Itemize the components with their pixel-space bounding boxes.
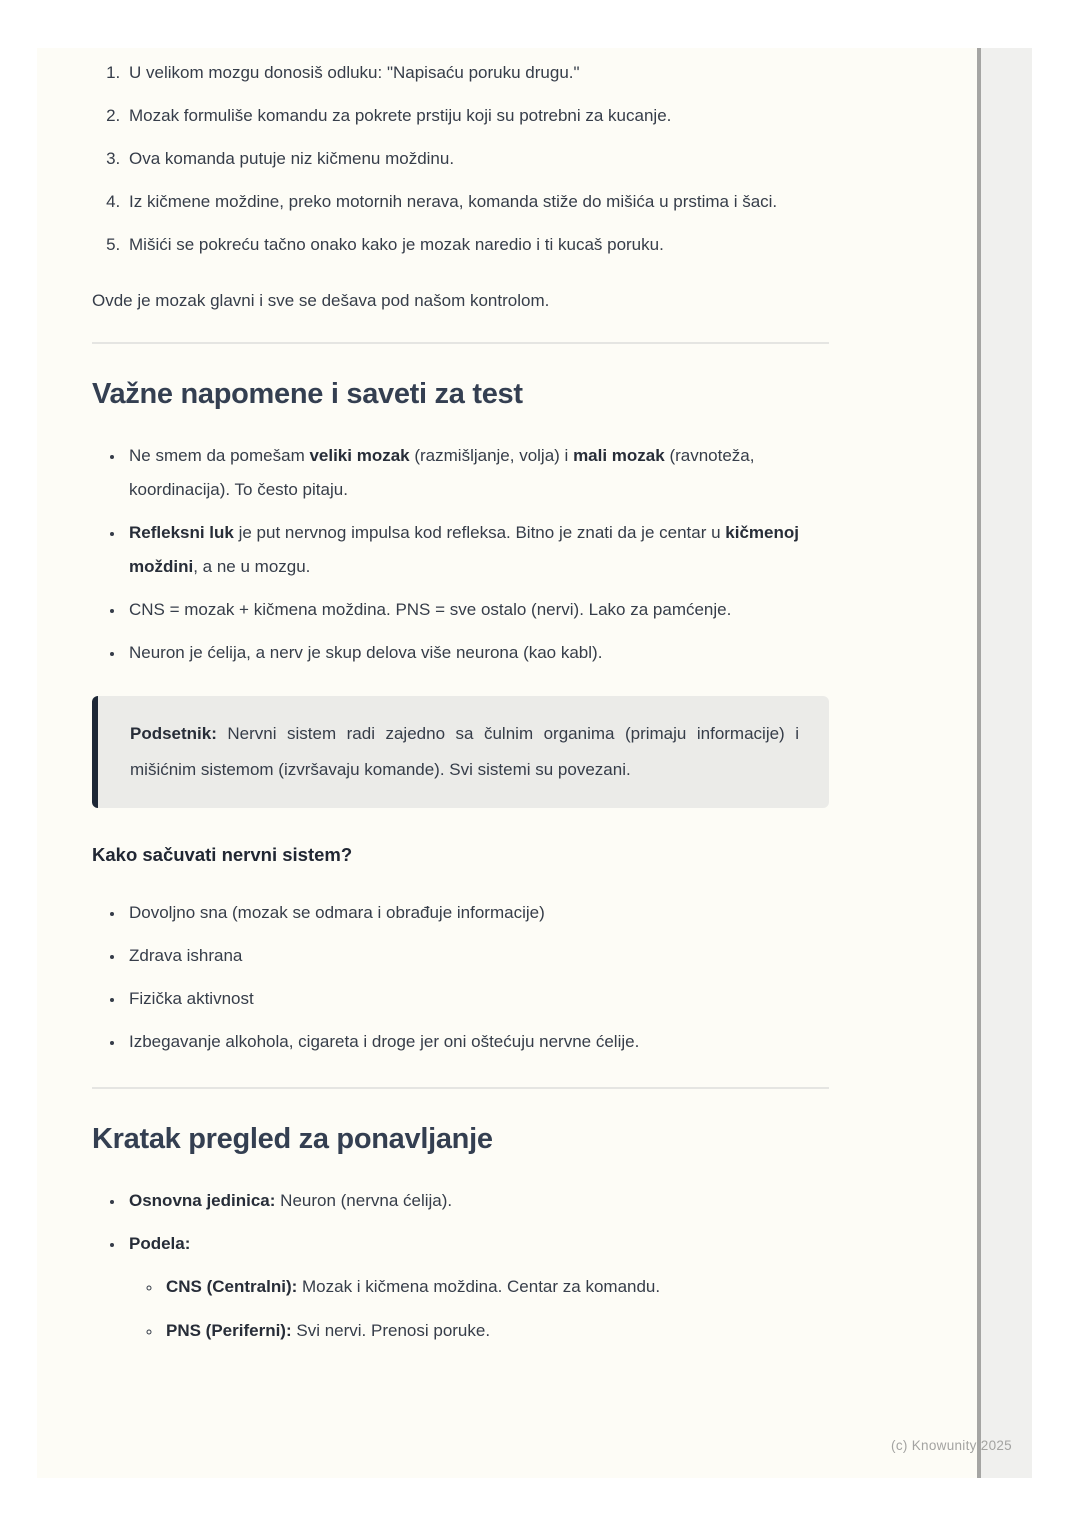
care-list [92,896,829,1059]
document-content [92,48,829,1348]
care-item: • Izbegavanje alkohola, cigareta i droge jer oni oštećuju nervne ćelije. [125,1025,829,1059]
note-item: • Ne smem da pomešam veliki mozak (razmišljanje, volja) i mali mozak (ravnoteža, koordinacija). To često pitaju. [125,439,829,507]
side-panel [981,48,1032,1478]
steps-list [92,56,829,262]
review-item [125,1227,829,1348]
section-divider [92,1087,829,1089]
step-item: 3. Ova komanda putuje niz kičmenu moždinu. [125,142,829,176]
step-item: 2. Mozak formuliše komandu za pokrete prstiju koji su potrebni za kucanje. [125,99,829,133]
care-item: • Fizička aktivnost [125,982,829,1016]
notes-list [92,439,829,670]
note-item: • CNS = mozak + kičmena moždina. PNS = sve ostalo (nervi). Lako za pamćenje. [125,593,829,627]
closing-paragraph: Ovde je mozak glavni i sve se dešava pod našom kontrolom. [92,291,550,310]
note-item: • Refleksni luk je put nervnog impulsa kod refleksa. Bitno je znati da je centar u kičmenoj moždini, a ne u mozgu. [125,516,829,584]
review-subitem: ◦ PNS (Periferni): Svi nervi. Prenosi poruke. [162,1314,829,1348]
review-subitem: ◦ CNS (Centralni): Mozak i kičmena moždina. Centar za komandu. [162,1270,829,1304]
review-item-label: Podela: [129,1234,191,1253]
document-page [37,48,977,1478]
step-item: 5. Mišići se pokreću tačno onako kako je mozak naredio i ti kucaš poruku. [125,228,829,262]
review-list [92,1184,829,1348]
step-item: 1. U velikom mozgu donosiš odluku: "Napisaću poruku drugu." [125,56,829,90]
care-item: • Zdrava ishrana [125,939,829,973]
step-item: 4. Iz kičmene moždine, preko motornih nerava, komanda stiže do mišića u prstima i šaci. [125,185,829,219]
notes-section-title: Važne napomene i saveti za test [92,378,523,410]
note-item: • Neuron je ćelija, a nerv je skup delova više neurona (kao kabl). [125,636,829,670]
reminder-callout-text: Podsetnik: Nervni sistem radi zajedno sa čulnim organima (primaju informacije) i mišićnim sistemom (izvršavaju komande). Svi sistemi su povezani. [130,724,799,779]
reminder-callout [92,696,829,808]
section-divider [92,342,829,344]
review-item: • Osnovna jedinica: Neuron (nervna ćelija). [125,1184,829,1218]
review-sublist [129,1270,829,1348]
care-item: • Dovoljno sna (mozak se odmara i obrađuje informacije) [125,896,829,930]
care-section-title: Kako sačuvati nervni sistem? [92,844,353,865]
copyright-watermark: (c) Knowunity 2025 [891,1438,1012,1453]
review-section-title: Kratak pregled za ponavljanje [92,1123,493,1155]
